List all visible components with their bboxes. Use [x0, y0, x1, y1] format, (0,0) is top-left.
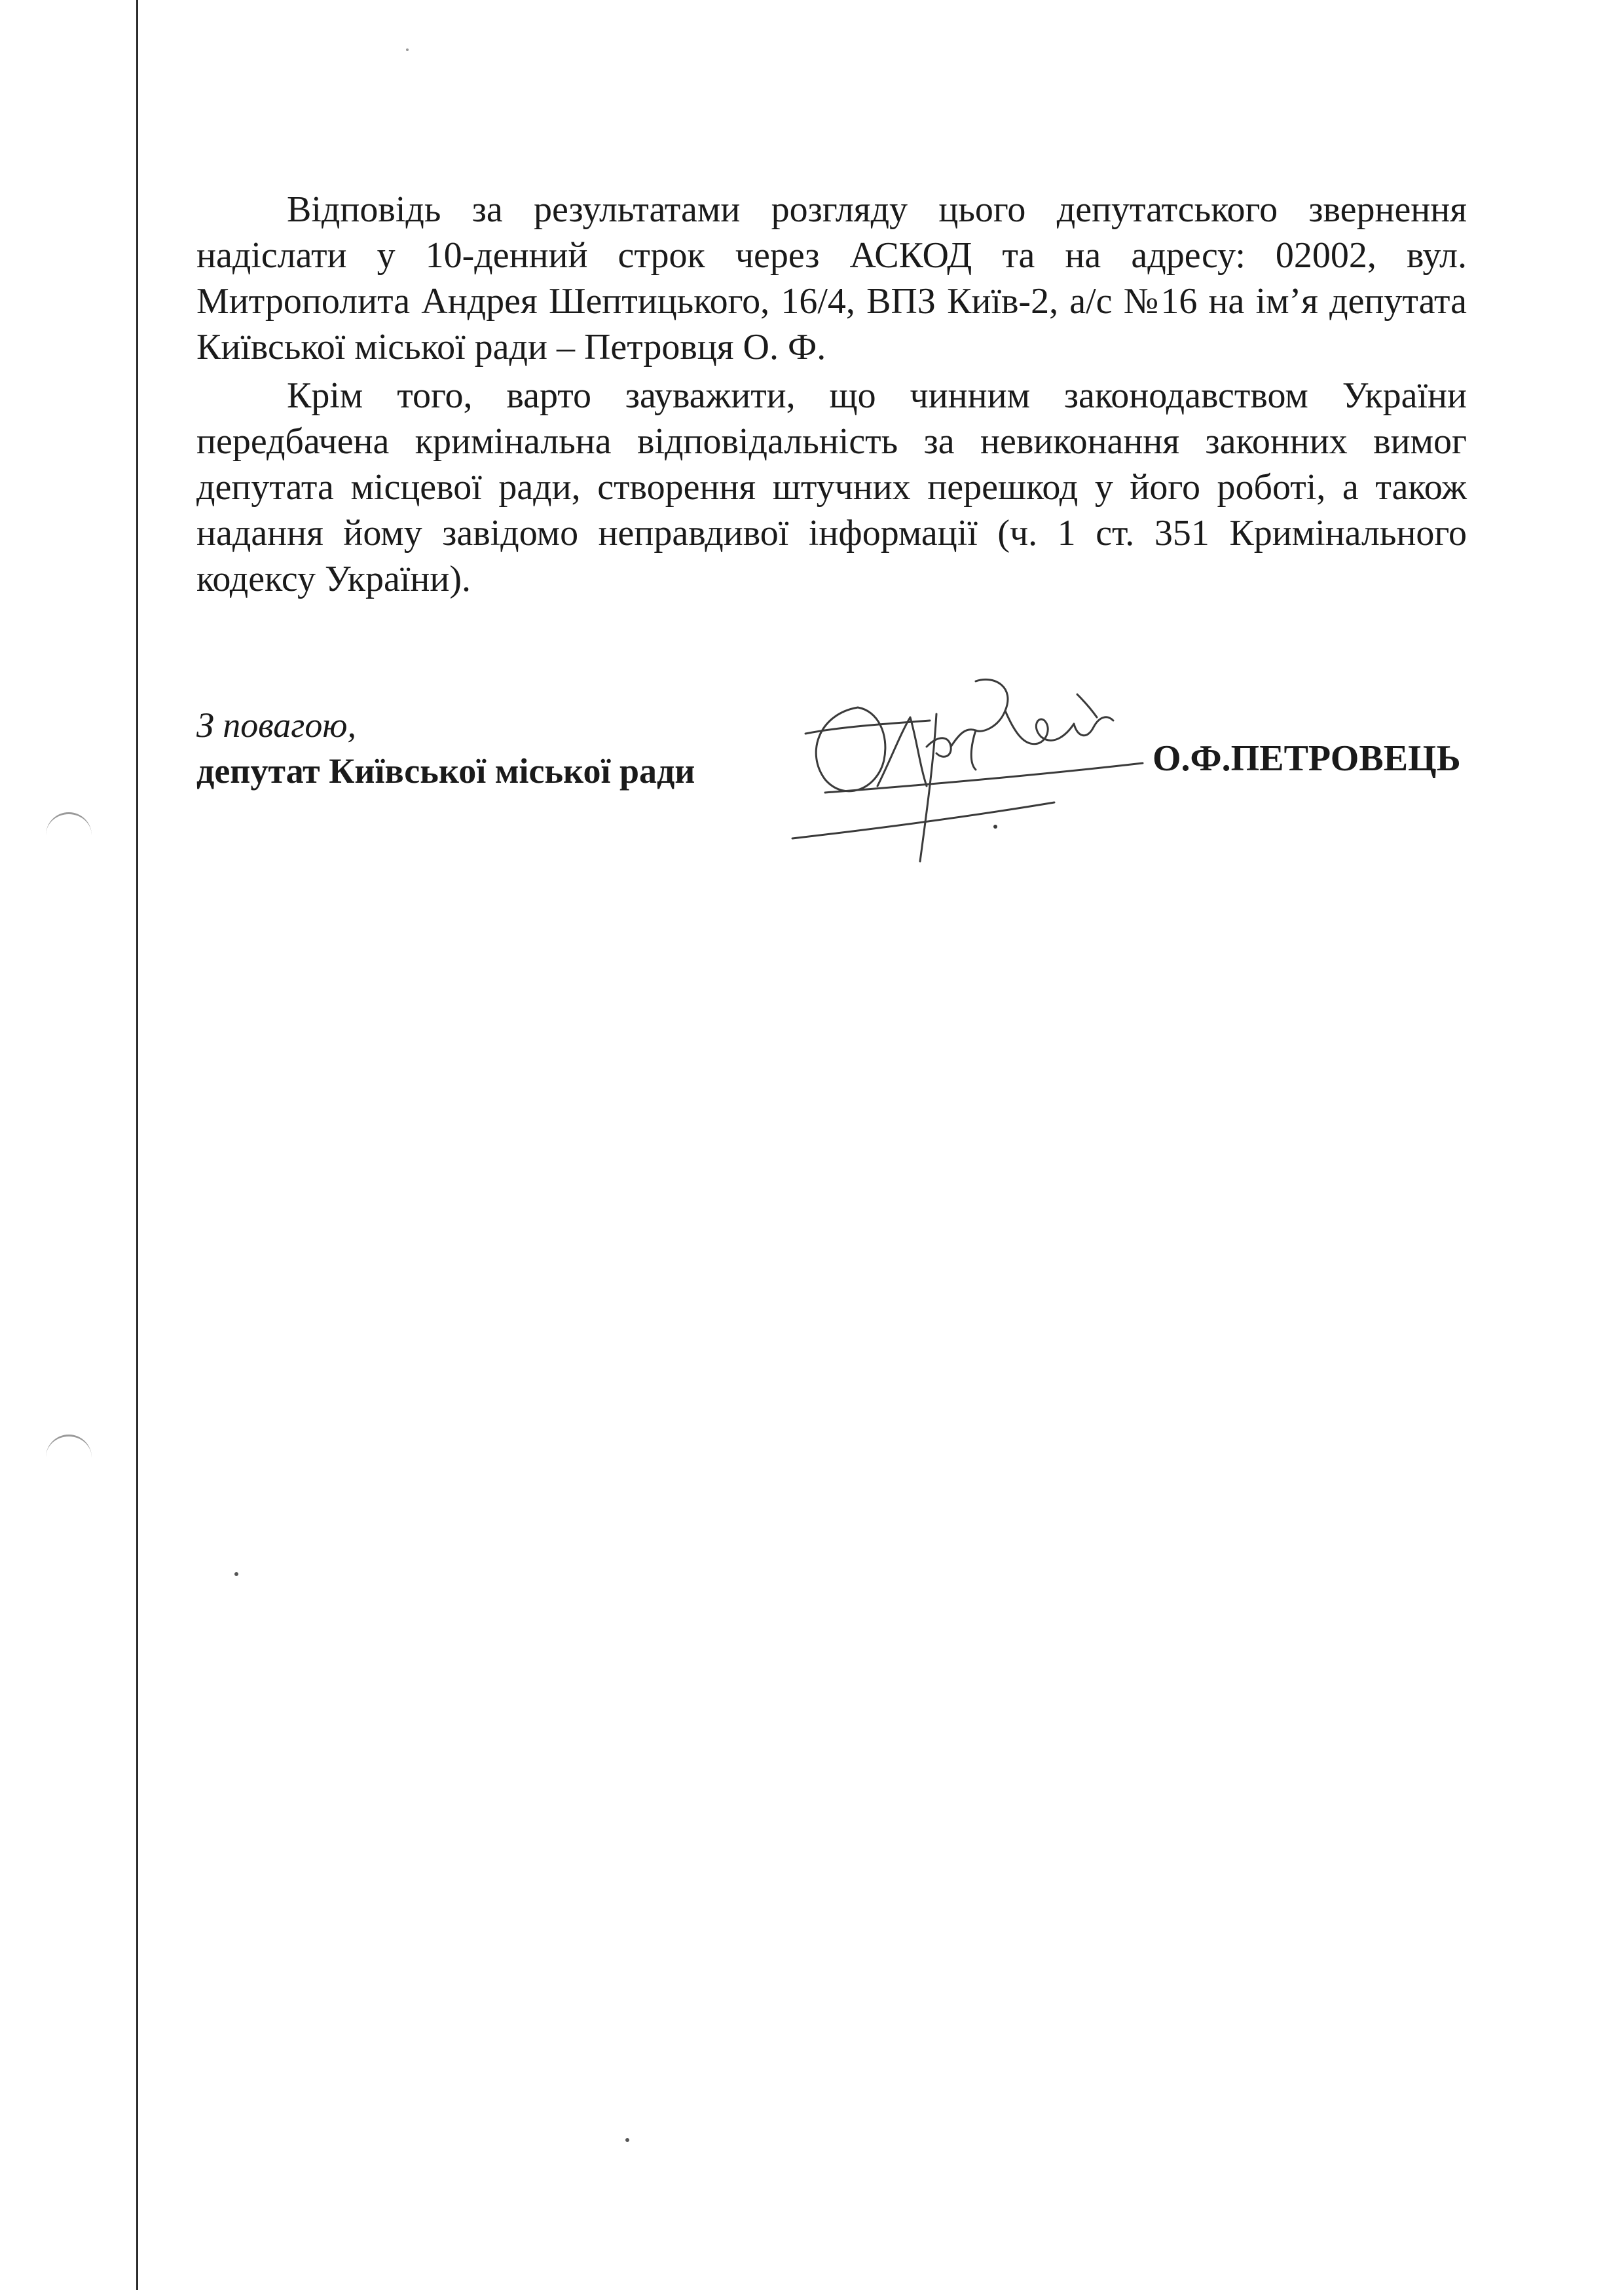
signer-name: О.Ф.ПЕТРОВЕЦЬ [1153, 738, 1461, 779]
scan-speck [234, 1572, 238, 1576]
binding-edge-line [136, 0, 138, 2290]
scan-artifact-arc [46, 1435, 92, 1463]
paragraph-response-address: Відповідь за результатами розгляду цього депутатського звернення надіслати у 10-денний строк через АСКОД та на адресу: 02002, вул. Митрополита Андрея Шептицького, 16/4, ВПЗ Київ-2, а/с №16 на ім’я депутата Київської міської ради – Петровця О. Ф. [196, 189, 1467, 367]
scan-speck [625, 2138, 629, 2142]
closing-block [196, 702, 695, 794]
signer-position: депутат Київської міської ради [196, 751, 695, 791]
scan-artifact-arc [46, 812, 92, 840]
scan-speck [406, 48, 409, 51]
letter-body [196, 187, 1467, 605]
handwritten-signature-icon [779, 655, 1146, 865]
paragraph-criminal-liability: Крім того, варто зауважити, що чинним законодавством України передбачена кримінальна відповідальність за невиконання законних вимог депутата місцевої ради, створення штучних перешкод у його роботі, а також надання йому завідомо неправдивої інформації (ч. 1 ст. 351 Кримінального кодексу України). [196, 375, 1467, 599]
closing-greeting: З повагою, [196, 705, 356, 745]
